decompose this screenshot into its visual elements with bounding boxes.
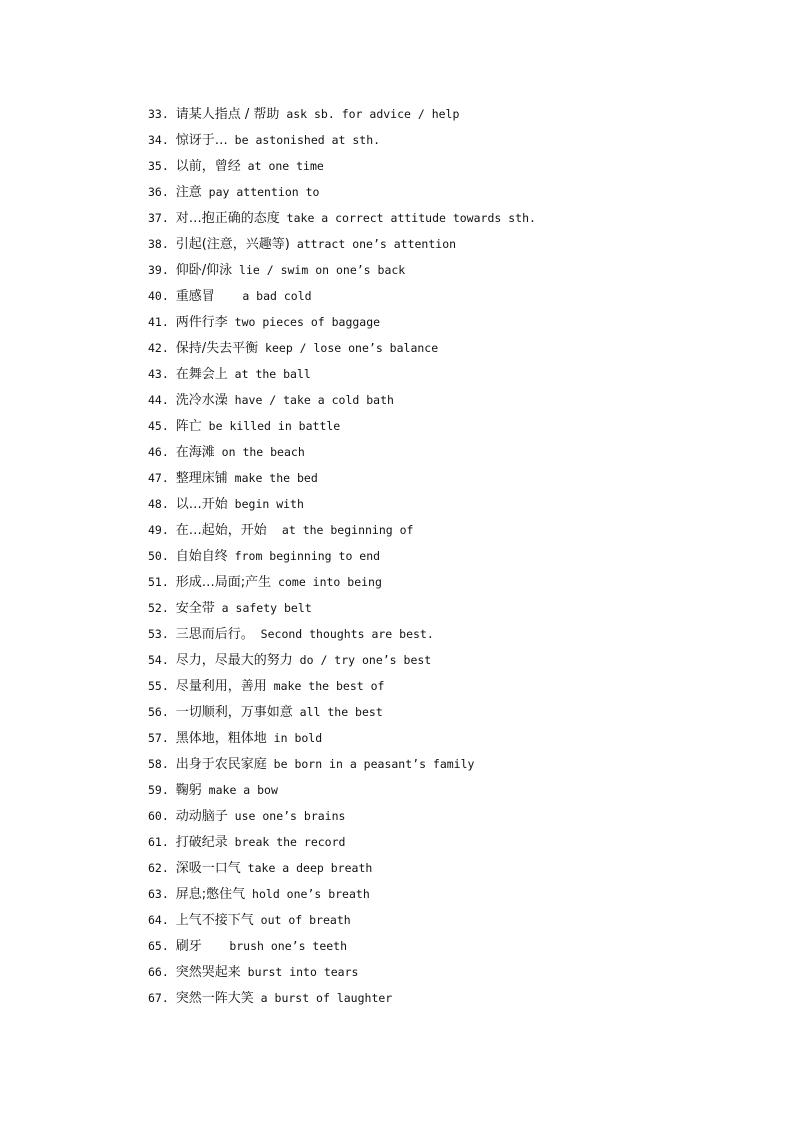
english-phrase: at the beginning of bbox=[281, 523, 414, 537]
item-number: 51. bbox=[148, 575, 169, 589]
list-item bbox=[148, 361, 748, 387]
chinese-phrase: 鞠躬 bbox=[175, 783, 202, 798]
english-phrase: attract one’s attention bbox=[296, 237, 457, 251]
english-phrase: use one’s brains bbox=[234, 809, 346, 823]
chinese-phrase: 突然哭起来 bbox=[175, 965, 241, 980]
english-phrase: take a deep breath bbox=[247, 861, 373, 875]
english-phrase: be killed in battle bbox=[208, 419, 341, 433]
chinese-phrase: 深吸一口气 bbox=[175, 861, 241, 876]
chinese-phrase: 突然一阵大笑 bbox=[175, 991, 254, 1006]
chinese-phrase: 以…开始 bbox=[175, 497, 228, 512]
list-item bbox=[148, 647, 748, 673]
phrase-list bbox=[148, 101, 748, 1011]
list-item bbox=[148, 569, 748, 595]
chinese-phrase: 重感冒 bbox=[175, 289, 236, 304]
list-item bbox=[148, 777, 748, 803]
list-item bbox=[148, 829, 748, 855]
item-number: 61. bbox=[148, 835, 169, 849]
list-item bbox=[148, 465, 748, 491]
list-item bbox=[148, 335, 748, 361]
english-phrase: have / take a cold bath bbox=[234, 393, 394, 407]
english-phrase: pay attention to bbox=[208, 185, 320, 199]
chinese-phrase: 洗冷水澡 bbox=[175, 393, 228, 408]
chinese-phrase: 对…抱正确的态度 bbox=[175, 211, 280, 226]
item-number: 45. bbox=[148, 419, 169, 433]
list-item bbox=[148, 413, 748, 439]
english-phrase: do / try one’s best bbox=[299, 653, 432, 667]
chinese-phrase: 仰卧/仰泳 bbox=[175, 263, 233, 278]
english-phrase: two pieces of baggage bbox=[234, 315, 381, 329]
list-item bbox=[148, 907, 748, 933]
english-phrase: be astonished at sth. bbox=[234, 133, 381, 147]
chinese-phrase: 请某人指点 / 帮助 bbox=[175, 107, 280, 122]
item-number: 53. bbox=[148, 627, 169, 641]
item-number: 57. bbox=[148, 731, 169, 745]
chinese-phrase: 出身于农民家庭 bbox=[175, 757, 267, 772]
item-number: 64. bbox=[148, 913, 169, 927]
item-number: 47. bbox=[148, 471, 169, 485]
item-number: 48. bbox=[148, 497, 169, 511]
chinese-phrase: 三思而后行。 bbox=[175, 627, 254, 642]
list-item bbox=[148, 543, 748, 569]
item-number: 46. bbox=[148, 445, 169, 459]
list-item bbox=[148, 985, 748, 1011]
chinese-phrase: 尽力，尽最大的努力 bbox=[175, 653, 293, 668]
chinese-phrase: 在舞会上 bbox=[175, 367, 228, 382]
list-item bbox=[148, 699, 748, 725]
list-item bbox=[148, 881, 748, 907]
list-item bbox=[148, 933, 748, 959]
chinese-phrase: 屏息;憋住气 bbox=[175, 887, 246, 902]
item-number: 66. bbox=[148, 965, 169, 979]
english-phrase: a safety belt bbox=[221, 601, 312, 615]
chinese-phrase: 上气不接下气 bbox=[175, 913, 254, 928]
item-number: 37. bbox=[148, 211, 169, 225]
list-item bbox=[148, 153, 748, 179]
list-item bbox=[148, 517, 748, 543]
list-item bbox=[148, 959, 748, 985]
english-phrase: Second thoughts are best. bbox=[260, 627, 434, 641]
list-item bbox=[148, 439, 748, 465]
item-number: 62. bbox=[148, 861, 169, 875]
item-number: 67. bbox=[148, 991, 169, 1005]
english-phrase: brush one’s teeth bbox=[229, 939, 348, 953]
item-number: 59. bbox=[148, 783, 169, 797]
english-phrase: in bold bbox=[273, 731, 323, 745]
chinese-phrase: 保持/失去平衡 bbox=[175, 341, 259, 356]
english-phrase: keep / lose one’s balance bbox=[265, 341, 439, 355]
english-phrase: make a bow bbox=[208, 783, 278, 797]
list-item bbox=[148, 127, 748, 153]
item-number: 44. bbox=[148, 393, 169, 407]
chinese-phrase: 在海滩 bbox=[175, 445, 215, 460]
english-phrase: all the best bbox=[299, 705, 383, 719]
item-number: 41. bbox=[148, 315, 169, 329]
chinese-phrase: 阵亡 bbox=[175, 419, 202, 434]
item-number: 60. bbox=[148, 809, 169, 823]
list-item bbox=[148, 257, 748, 283]
item-number: 63. bbox=[148, 887, 169, 901]
list-item bbox=[148, 205, 748, 231]
chinese-phrase: 在…起始，开始 bbox=[175, 523, 275, 538]
list-item bbox=[148, 855, 748, 881]
item-number: 49. bbox=[148, 523, 169, 537]
list-item bbox=[148, 309, 748, 335]
english-phrase: a bad cold bbox=[242, 289, 312, 303]
item-number: 42. bbox=[148, 341, 169, 355]
english-phrase: from beginning to end bbox=[234, 549, 381, 563]
list-item bbox=[148, 283, 748, 309]
chinese-phrase: 注意 bbox=[175, 185, 202, 200]
chinese-phrase: 以前，曾经 bbox=[175, 159, 241, 174]
english-phrase: make the best of bbox=[273, 679, 385, 693]
chinese-phrase: 两件行李 bbox=[175, 315, 228, 330]
english-phrase: ask sb. for advice / help bbox=[286, 107, 460, 121]
english-phrase: on the beach bbox=[221, 445, 305, 459]
item-number: 54. bbox=[148, 653, 169, 667]
list-item bbox=[148, 491, 748, 517]
english-phrase: lie / swim on one’s back bbox=[239, 263, 406, 277]
item-number: 65. bbox=[148, 939, 169, 953]
item-number: 56. bbox=[148, 705, 169, 719]
english-phrase: break the record bbox=[234, 835, 346, 849]
list-item bbox=[148, 231, 748, 257]
chinese-phrase: 刷牙 bbox=[175, 939, 223, 954]
item-number: 34. bbox=[148, 133, 169, 147]
list-item bbox=[148, 179, 748, 205]
chinese-phrase: 惊讶于… bbox=[175, 133, 228, 148]
english-phrase: come into being bbox=[278, 575, 382, 589]
chinese-phrase: 动动脑子 bbox=[175, 809, 228, 824]
chinese-phrase: 引起(注意，兴趣等) bbox=[175, 237, 290, 252]
english-phrase: at one time bbox=[247, 159, 324, 173]
english-phrase: hold one’s breath bbox=[252, 887, 370, 901]
item-number: 35. bbox=[148, 159, 169, 173]
english-phrase: begin with bbox=[234, 497, 304, 511]
chinese-phrase: 尽量利用，善用 bbox=[175, 679, 267, 694]
chinese-phrase: 一切顺利，万事如意 bbox=[175, 705, 293, 720]
chinese-phrase: 黑体地，粗体地 bbox=[175, 731, 267, 746]
list-item bbox=[148, 387, 748, 413]
list-item bbox=[148, 751, 748, 777]
item-number: 50. bbox=[148, 549, 169, 563]
item-number: 55. bbox=[148, 679, 169, 693]
english-phrase: at the ball bbox=[234, 367, 311, 381]
list-item bbox=[148, 803, 748, 829]
list-item bbox=[148, 621, 748, 647]
english-phrase: burst into tears bbox=[247, 965, 359, 979]
item-number: 36. bbox=[148, 185, 169, 199]
item-number: 38. bbox=[148, 237, 169, 251]
item-number: 58. bbox=[148, 757, 169, 771]
item-number: 39. bbox=[148, 263, 169, 277]
english-phrase: take a correct attitude towards sth. bbox=[286, 211, 536, 225]
chinese-phrase: 整理床铺 bbox=[175, 471, 228, 486]
english-phrase: make the bed bbox=[234, 471, 318, 485]
list-item bbox=[148, 101, 748, 127]
english-phrase: be born in a peasant’s family bbox=[273, 757, 475, 771]
chinese-phrase: 安全带 bbox=[175, 601, 215, 616]
chinese-phrase: 打破纪录 bbox=[175, 835, 228, 850]
item-number: 40. bbox=[148, 289, 169, 303]
chinese-phrase: 自始自终 bbox=[175, 549, 228, 564]
english-phrase: a burst of laughter bbox=[260, 991, 393, 1005]
list-item bbox=[148, 725, 748, 751]
english-phrase: out of breath bbox=[260, 913, 351, 927]
chinese-phrase: 形成…局面;产生 bbox=[175, 575, 272, 590]
list-item bbox=[148, 673, 748, 699]
list-item bbox=[148, 595, 748, 621]
item-number: 52. bbox=[148, 601, 169, 615]
item-number: 43. bbox=[148, 367, 169, 381]
item-number: 33. bbox=[148, 107, 169, 121]
